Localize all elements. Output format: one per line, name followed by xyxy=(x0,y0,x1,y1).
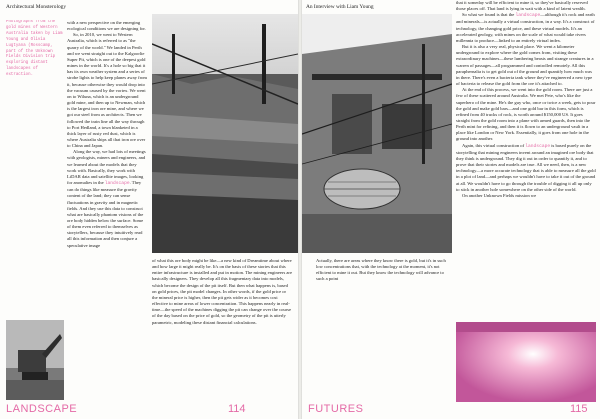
left-folio: 114 xyxy=(228,403,246,415)
right-text-column xyxy=(456,0,596,320)
right-paragraph: At the end of this process, we went into the gold room. There are just a few of these scattered around Australia. We met Pete, who's like the superhero of the mine. He's the guy who, once or twice a week, gets to pour the gold and make gold bars—and one gold bar in this form, which is refined from 40 trucks of rock, is worth around $150,000 US. It goes straight from the gold room into a plane with armed guards, then into the Perth mint for refining, and then it is flown to an underground vault in a place like London or New York. Essentially, it goes from one hole in the ground into another. xyxy=(456,87,596,142)
left-paragraph: with a new perspective on the emerging ecological conditions we are designing for. xyxy=(67,20,146,32)
photo-caption: Photographs from the gold mines of Western Australia taken by Liam Young and Olivia Lugtyana (Rosscamp, part of the Unknown Fields Division trip exploring distant landscapes of extraction. xyxy=(6,20,63,78)
gold-pour-photo xyxy=(456,322,596,402)
right-bottom-column: Actually, there are areas where they know there is gold, but it's in such low concentrations that, with the technology at the moment, it's not efficient to mine it out. But they know the technology will advance to such a point xyxy=(316,258,446,282)
right-paragraph: But it is also a very real, physical place. We went a kilometer underground to explore where the gold comes from, visiting these extraordinary machines—these lumbering beasts and strange creatures in a warren of passages—all programmed and controlled remotely. All this paraphernalia is to get gold out of the ground and quantify how much was in there. There's even a bacteria tank where they've engineered a new type of bacteria to release the gold from the ore it's attached to. xyxy=(456,44,594,87)
highlighted-word: landscape xyxy=(525,143,551,149)
mine-pit-photo-image xyxy=(152,14,298,253)
highlighted-word: landscape xyxy=(104,181,130,187)
left-footer-word: LANDSCAPE xyxy=(6,403,78,415)
right-paragraph: So what we found is that the landscape—although it's rock and earth and minerals—is actually a virtual construction, in a way. It's a construct of technology, the changing gold price, and these virtual models. It's an accelerated geology, with mines on the scale of what would take rivers millennia to produce—linked to an entirely virtual index. xyxy=(456,12,595,43)
left-paragraph: Along the way, we had lots of meetings with geologists, miners and engineers, and we learned about the models that they work with. Basically, they work with LiDAR data and satellite images, looking for anomalies in the landscape. They can do things like measure the gravity content of the land; they can sense fluctuations in gravity and in magnetic fields. And they use this data to construct what are basically phantom visions of the ore body hidden below the surface. Some of them even referred to themselves as storytellers, because they intuitively read all this information and then conjure a speculative image xyxy=(67,149,146,248)
left-bottom-column: of what this ore body might be like—a new kind of Dreamtime about where and how large it might really be. It's on the basis of these stories that this entire infrastructure is installed and put in motion. The mining engineers are basically designers. They develop all this fragmentary data into models, which become the design of the pit itself. But then what happens is, based on gold prices, the pit model changes. In other words, if the gold price or the mineral price is higher, then the pit gets wider as it becomes cost effective to mine areas of lower concentration. This happens nearly in real-time—the speed of the machines digging the pit can change over the course of the day based on the price of gold, so the geometry of the pit is utterly parametric, modeling these distant financial calculations. xyxy=(152,258,292,325)
gold-pour-photo-image xyxy=(456,322,596,402)
left-paragraph: So, in 2010, we went to Western Australia, which is referred to as "the quarry of the world." We landed in Perth and we went straight out to the Kalgoorlie Super Pit, which is one of the deepest gold mines in the world. It's a hole so big that it has its own weather system and a series of strobe lights to help keep planes away from it, because otherwise they would drop into the vacuum caused by the vortex. We went on to Wiluna, which is an underground gold mine, and then up to Newman, which is the largest iron ore mine, and where we got our steel from as architects. Then we followed the train line all the way through to Port Hedland, a town blanketed in a thick layer of rusty red dust, which is where Australia ships all that iron ore over to China and Japan. xyxy=(67,32,147,149)
left-running-head: Architectural Monsterology xyxy=(6,4,67,10)
left-text-column xyxy=(67,20,147,320)
processing-plant-photo xyxy=(302,14,452,253)
right-footer-word: FUTURES xyxy=(308,403,364,415)
left-page xyxy=(0,0,298,419)
right-page xyxy=(302,0,600,419)
right-paragraph: On another Unknown Fields mission we xyxy=(462,192,537,198)
right-paragraph: Again, this virtual construction of landscape is based purely on the storytelling that mining engineers invent around an imagined ore body that they think is underground. They dig it out in order to quantify it, and to prove that their stories and models are true. All we need, then, is a new technology—a more accurate technology that is able to measure all the gold in a plot of land—and perhaps we wouldn't have to take it out of the ground at all. We wouldn't have to go through the trouble of digging it all up only to stick in another hole somewhere on the other side of the world. xyxy=(456,142,596,192)
right-running-head: An Interview with Liam Young xyxy=(306,4,374,10)
highlighted-word: landscape xyxy=(515,13,541,19)
right-paragraph: that it someday will be efficient to mine it, so they've basically reserved those places off. That land is lying in wait with a kind of latent wealth. xyxy=(456,0,588,12)
right-folio: 115 xyxy=(570,403,588,415)
processing-plant-photo-image xyxy=(302,14,452,253)
excavator-photo xyxy=(6,320,64,400)
mine-pit-photo xyxy=(152,14,298,253)
excavator-photo-image xyxy=(6,320,64,400)
